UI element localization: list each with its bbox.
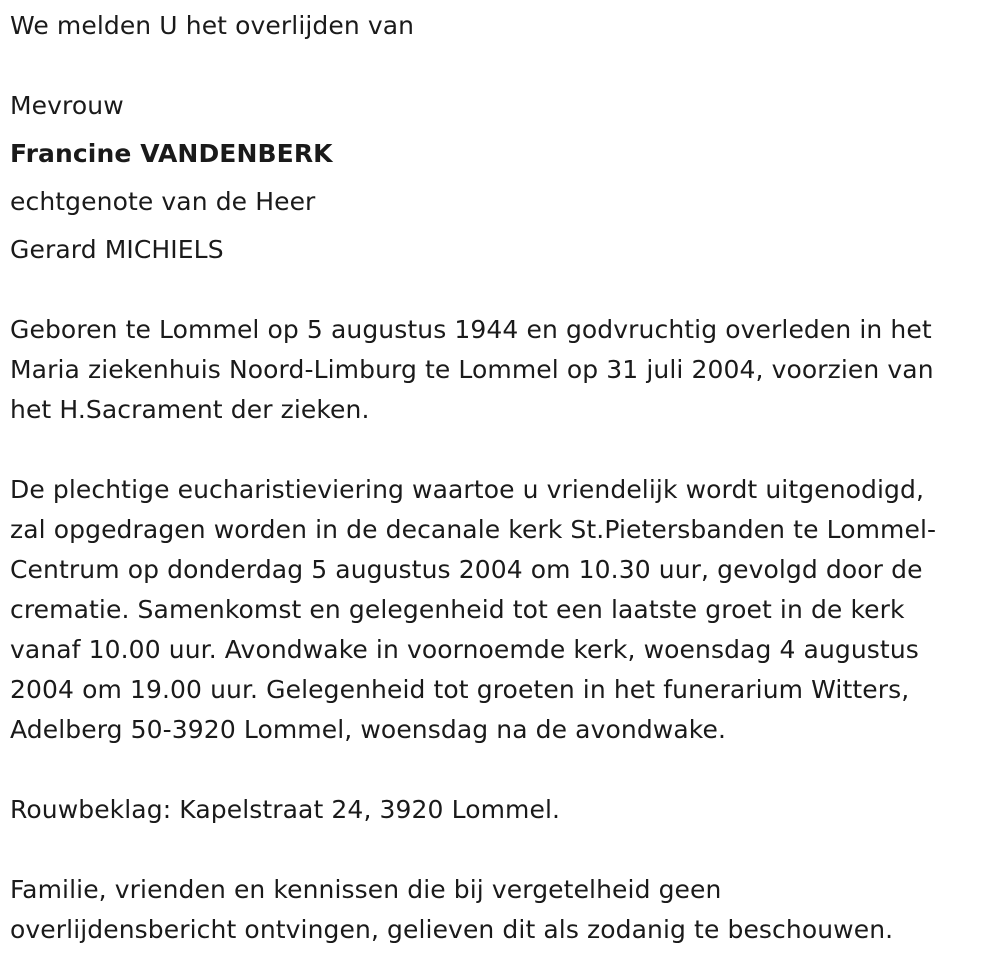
relation-text: echtgenote van de Heer: [10, 187, 316, 216]
paragraph-line: Maria ziekenhuis Noord-Limburg te Lommel op 31 juli 2004, voorzien van: [10, 355, 934, 384]
ceremony-paragraph: [10, 470, 995, 750]
paragraph-line: Centrum op donderdag 5 augustus 2004 om 10.30 uur, gevolgd door de: [10, 555, 923, 584]
deceased-name: Francine VANDENBERK: [10, 139, 333, 168]
paragraph-line: overlijdensbericht ontvingen, gelieven dit als zodanig te beschouwen.: [10, 915, 894, 944]
paragraph-line: vanaf 10.00 uur. Avondwake in voornoemde kerk, woensdag 4 augustus: [10, 635, 919, 664]
paragraph-line: Familie, vrienden en kennissen die bij vergetelheid geen: [10, 875, 722, 904]
intro-text: We melden U het overlijden van: [10, 11, 415, 40]
paragraph-line: 2004 om 19.00 uur. Gelegenheid tot groeten in het funerarium Witters,: [10, 675, 910, 704]
paragraph-line: zal opgedragen worden in de decanale kerk St.Pietersbanden te Lommel-: [10, 515, 937, 544]
paragraph-line: Adelberg 50-3920 Lommel, woensdag na de avondwake.: [10, 715, 726, 744]
birth-death-paragraph: [10, 310, 995, 430]
honorific: Mevrouw: [10, 91, 124, 120]
paragraph-line: De plechtige eucharistieviering waartoe u vriendelijk wordt uitgenodigd,: [10, 475, 925, 504]
spouse-name: Gerard MICHIELS: [10, 235, 224, 264]
paragraph-line: Geboren te Lommel op 5 augustus 1944 en godvruchtig overleden in het: [10, 315, 932, 344]
closing-paragraph: [10, 870, 995, 950]
condolences-address: Rouwbeklag: Kapelstraat 24, 3920 Lommel.: [10, 795, 561, 824]
paragraph-line: het H.Sacrament der zieken.: [10, 395, 370, 424]
paragraph-line: crematie. Samenkomst en gelegenheid tot een laatste groet in de kerk: [10, 595, 905, 624]
